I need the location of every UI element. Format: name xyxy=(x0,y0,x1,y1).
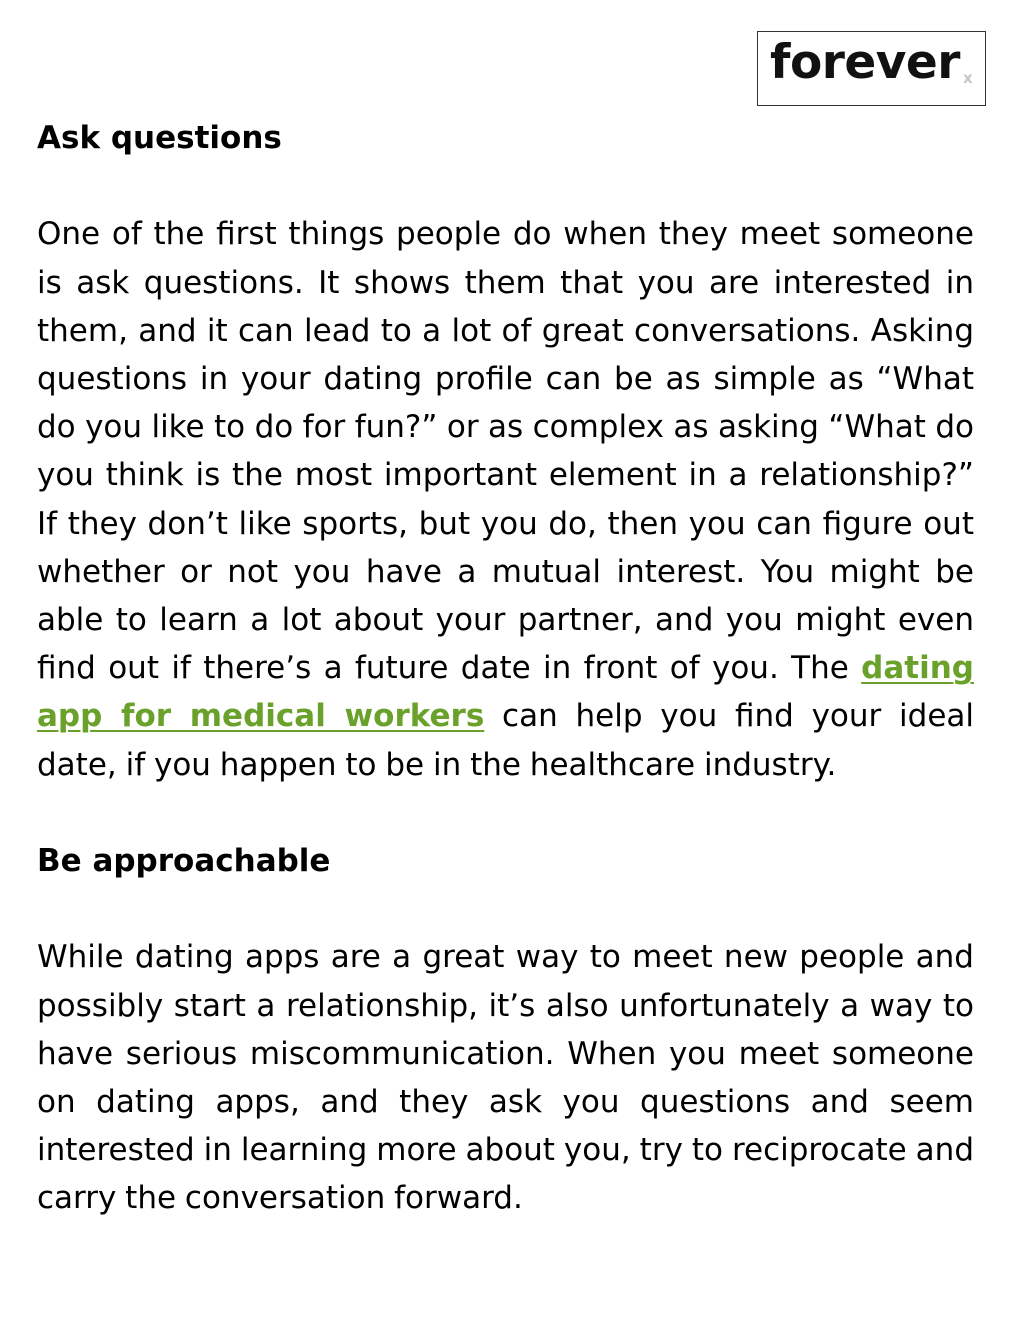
spacer xyxy=(37,789,974,837)
paragraph-be-approachable: While dating apps are a great way to meet new people and possibly start a relationship, it’s also unfortunately a way to have serious miscommunication. When you meet someone on dating apps, and they ask you questions and seem interested in learning more about you, try to reciprocate and carry the conversation forward. xyxy=(37,939,974,1217)
logo-mark: x xyxy=(963,69,973,87)
section-heading-ask-questions: Ask questions xyxy=(37,120,282,156)
dating-app-link[interactable]: dating app for medical workers xyxy=(37,650,974,735)
forever-logo xyxy=(757,31,986,106)
spacer xyxy=(37,162,974,210)
logo-wordmark: forever xyxy=(770,35,960,90)
paragraph-text-after-link: can help you find your ideal date, if you happen to be in the healthcare industry. xyxy=(37,698,975,783)
paragraph-ask-questions xyxy=(37,210,974,788)
spacer xyxy=(37,885,974,933)
section-heading-be-approachable: Be approachable xyxy=(37,843,331,880)
article-body xyxy=(37,114,974,1223)
paragraph-text-before-link: One of the first things people do when they meet someone is ask questions. It shows them that you are interested in them, and it can lead to a lot of great conversations. Asking questions in your dating profile can be as simple as “What do you like to do for fun?” or as complex as asking “What do you think is the most important element in a relationship?” If they don’t like sports, but you do, then you can figure out whether or not you have a mutual interest. You might be able to learn a lot about your partner, and you might even find out if there’s a future date in front of you. The xyxy=(37,216,974,687)
